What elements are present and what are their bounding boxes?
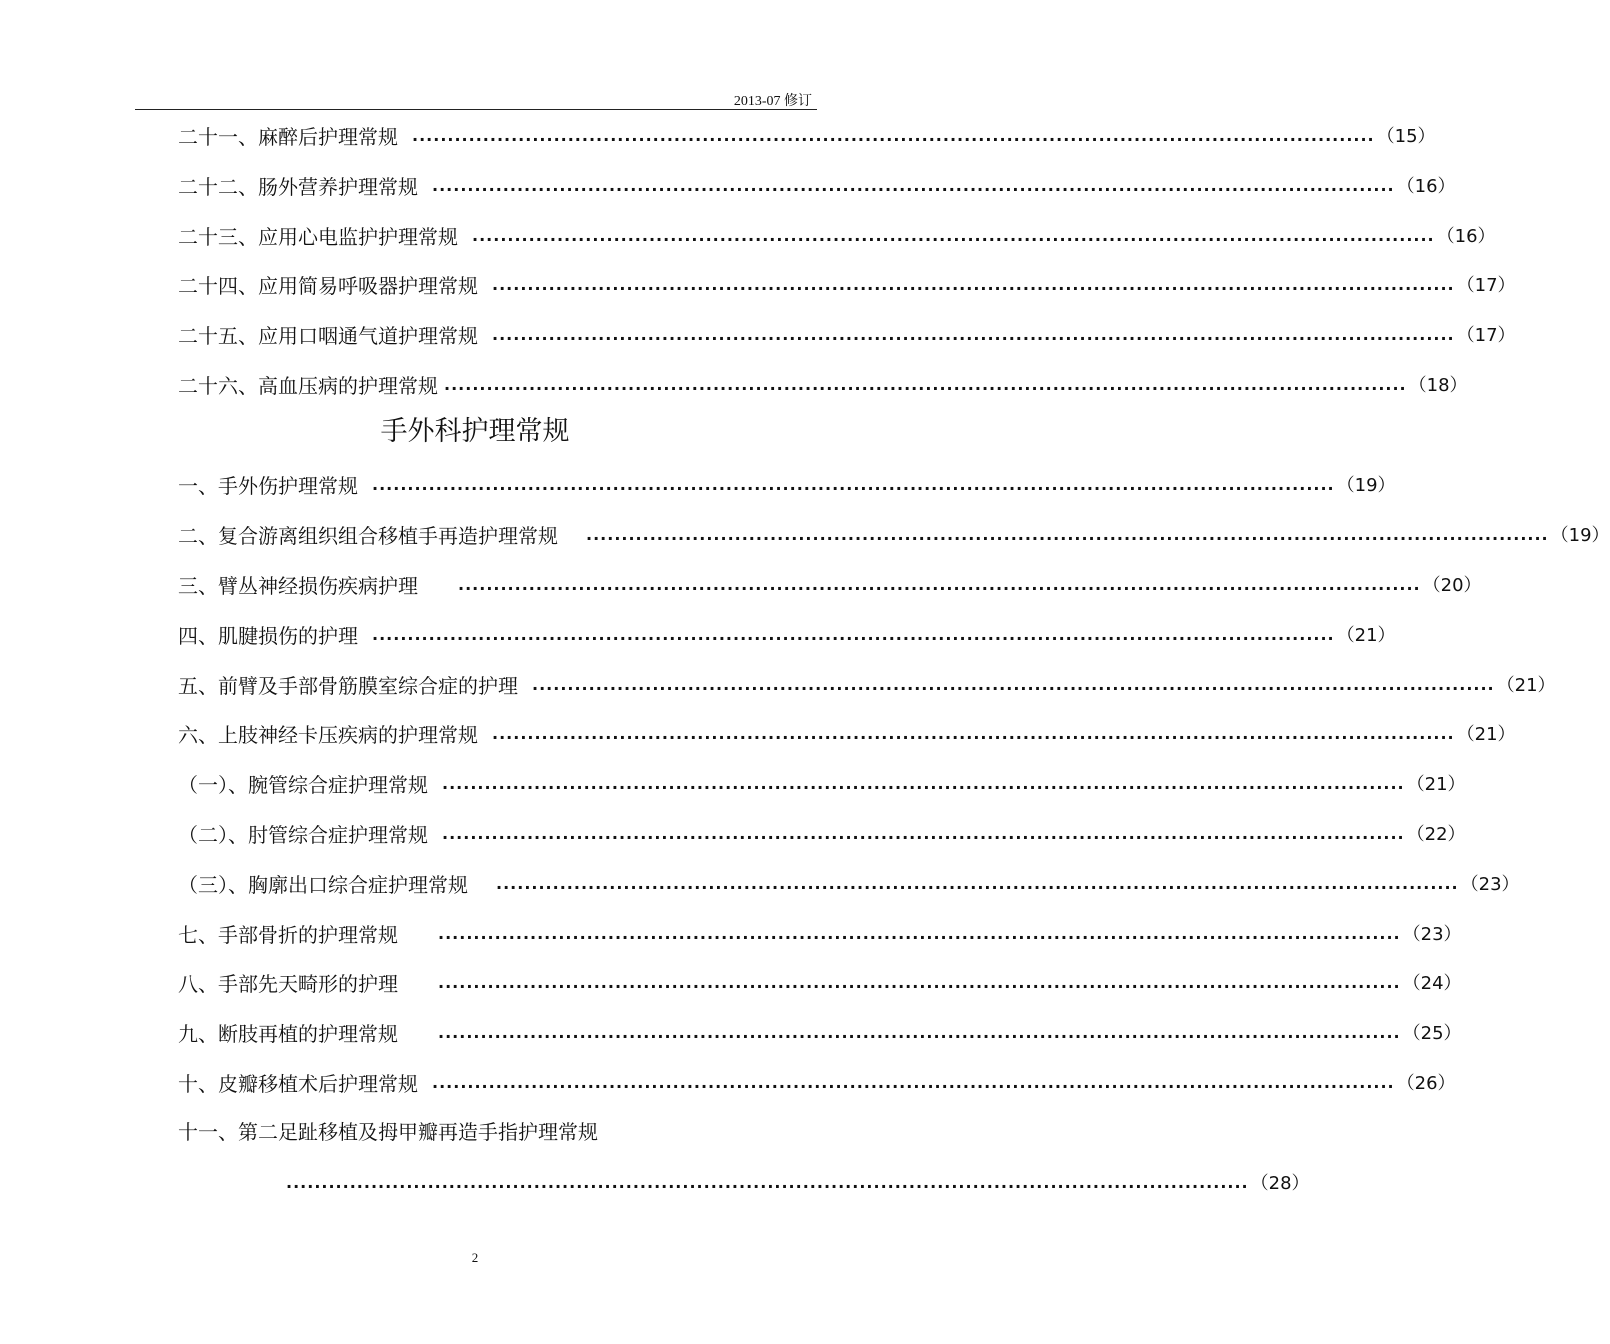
toc-entry-page: （21）: [1336, 625, 1396, 646]
toc-leader-dots: ........................................................................................................................................: [586, 524, 1549, 544]
toc-entry[interactable]: [178, 219, 1496, 251]
toc-entry[interactable]: [178, 917, 1462, 949]
toc-entry[interactable]: [178, 568, 1482, 600]
toc-leader-dots: ........................................................................................................................................: [442, 823, 1405, 843]
toc-entry[interactable]: [178, 318, 1516, 350]
page-number: 2: [471, 1250, 479, 1265]
toc-entry-page: （26）: [1396, 1073, 1456, 1094]
toc-entry[interactable]: [178, 518, 1610, 550]
header-rule: [135, 109, 817, 110]
toc-entry-title: 二十六、高血压病的护理常规: [178, 373, 438, 398]
toc-leader-dots: ........................................................................................................................................: [286, 1172, 1249, 1192]
toc-entry-page: （19）: [1550, 525, 1610, 546]
toc-entry-title: 五、前臂及手部骨筋膜室综合症的护理: [178, 673, 518, 698]
toc-entry-page: （25）: [1402, 1023, 1462, 1044]
toc-leader-dots: ........................................................................................................................................: [432, 175, 1395, 195]
toc-entry-title: 二十二、肠外营养护理常规: [178, 174, 418, 199]
toc-leader-dots: ........................................................................................................................................: [492, 274, 1455, 294]
toc-leader-dots: ........................................................................................................................................: [438, 923, 1401, 943]
toc-entry-page: （21）: [1456, 724, 1516, 745]
toc-entry-title: 九、断肢再植的护理常规: [178, 1021, 398, 1046]
toc-entry-title: 二、复合游离组织组合移植手再造护理常规: [178, 523, 558, 548]
toc-entry-page: （23）: [1402, 924, 1462, 945]
toc-entry[interactable]: [178, 268, 1516, 300]
toc-entry-page: （22）: [1406, 824, 1466, 845]
section-title: 手外科护理常规: [380, 416, 570, 447]
toc-leader-dots: ........................................................................................................................................: [496, 873, 1459, 893]
toc-entry-title: 二十一、麻醉后护理常规: [178, 124, 398, 149]
toc-leader-dots: ........................................................................................................................................: [492, 723, 1455, 743]
toc-entry[interactable]: [178, 767, 1466, 799]
header-revision: 2013-07 修订: [733, 94, 812, 109]
toc-entry-wrapped-continuation[interactable]: [286, 1166, 1310, 1198]
toc-entry-page: （16）: [1396, 176, 1456, 197]
toc-entry-title: 三、臂丛神经损伤疾病护理: [178, 573, 418, 598]
toc-entry-title: （二）、肘管综合症护理常规: [178, 822, 428, 847]
toc-entry[interactable]: [178, 1066, 1456, 1098]
toc-entry-title: （一）、腕管综合症护理常规: [178, 772, 428, 797]
toc-entry-title: 六、上肢神经卡压疾病的护理常规: [178, 722, 478, 747]
toc-leader-dots: ........................................................................................................................................: [442, 773, 1405, 793]
toc-entry[interactable]: [178, 717, 1516, 749]
toc-entry-title: 十、皮瓣移植术后护理常规: [178, 1071, 418, 1096]
toc-entry-page: （19）: [1336, 475, 1396, 496]
toc-entry-title: 二十三、应用心电监护护理常规: [178, 224, 458, 249]
toc-leader-dots: ........................................................................................................................................: [444, 374, 1407, 394]
toc-entry-page: （24）: [1402, 973, 1462, 994]
toc-entry[interactable]: [178, 119, 1436, 151]
toc-entry[interactable]: [178, 817, 1466, 849]
toc-entry-page: （20）: [1422, 575, 1482, 596]
toc-leader-dots: ........................................................................................................................................: [532, 674, 1495, 694]
toc-entry-title: 四、肌腱损伤的护理: [178, 623, 358, 648]
toc-leader-dots: ........................................................................................................................................: [372, 474, 1335, 494]
toc-entry-page: （17）: [1456, 275, 1516, 296]
toc-leader-dots: ........................................................................................................................................: [372, 624, 1335, 644]
toc-entry-page: （16）: [1436, 226, 1496, 247]
toc-entry-page: （28）: [1250, 1173, 1310, 1194]
toc-entry-title: （三）、胸廓出口综合症护理常规: [178, 872, 468, 897]
toc-entry-page: （18）: [1408, 375, 1468, 396]
toc-entry-title: 七、手部骨折的护理常规: [178, 922, 398, 947]
toc-entry-page: （23）: [1460, 874, 1520, 895]
toc-entry[interactable]: [178, 169, 1456, 201]
toc-entry[interactable]: [178, 867, 1520, 899]
toc-leader-dots: ........................................................................................................................................: [432, 1072, 1395, 1092]
toc-entry[interactable]: [178, 368, 1468, 400]
toc-leader-dots: ........................................................................................................................................: [472, 225, 1435, 245]
toc-entry-title: 二十五、应用口咽通气道护理常规: [178, 323, 478, 348]
toc-entry-page: （21）: [1406, 774, 1466, 795]
toc-entry-page: （17）: [1456, 325, 1516, 346]
toc-entry-page: （15）: [1376, 126, 1436, 147]
toc-leader-dots: ........................................................................................................................................: [492, 324, 1455, 344]
toc-entry[interactable]: [178, 966, 1462, 998]
toc-leader-dots: ........................................................................................................................................: [438, 972, 1401, 992]
toc-entry-wrapped-title[interactable]: 十一、第二足趾移植及拇甲瓣再造手指护理常规: [178, 1120, 598, 1144]
toc-entry-title: 一、手外伤护理常规: [178, 473, 358, 498]
toc-entry[interactable]: [178, 1016, 1462, 1048]
toc-leader-dots: ........................................................................................................................................: [458, 574, 1421, 594]
toc-leader-dots: ........................................................................................................................................: [438, 1022, 1401, 1042]
toc-entry[interactable]: [178, 468, 1396, 500]
toc-leader-dots: ........................................................................................................................................: [412, 125, 1375, 145]
toc-entry[interactable]: [178, 618, 1396, 650]
toc-entry-title: 八、手部先天畸形的护理: [178, 971, 398, 996]
toc-entry-page: （21）: [1496, 675, 1556, 696]
toc-entry[interactable]: [178, 668, 1556, 700]
toc-entry-title: 二十四、应用简易呼吸器护理常规: [178, 273, 478, 298]
